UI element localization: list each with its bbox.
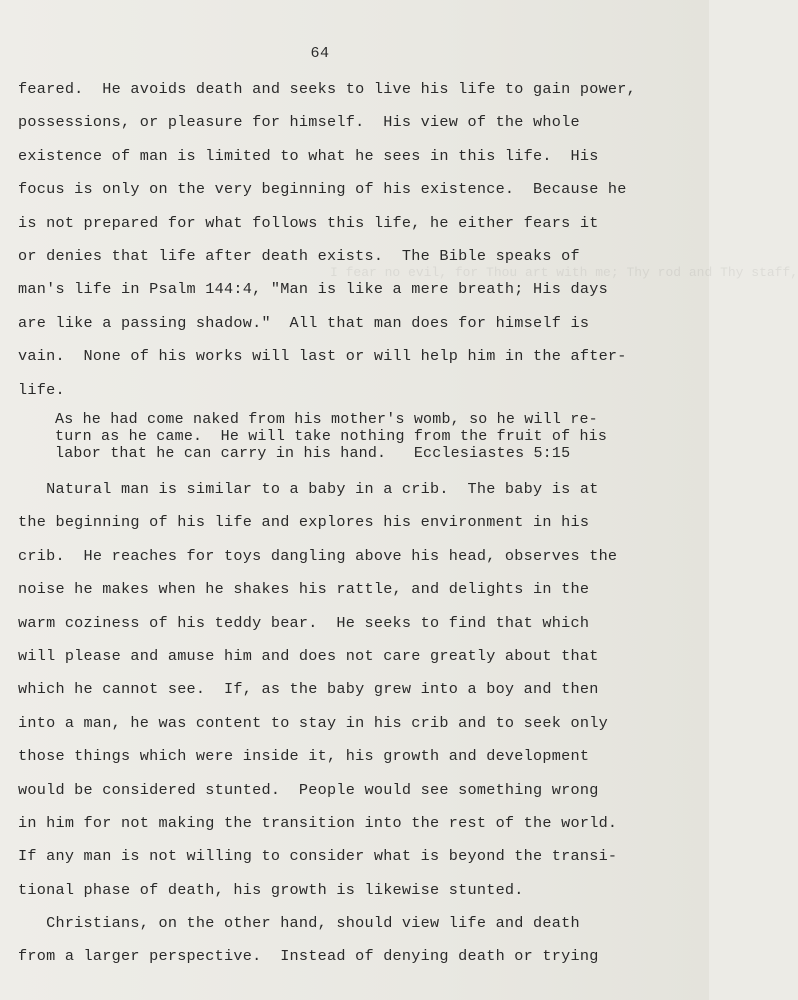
text-line: possessions, or pleasure for himself. His view of the whole (18, 113, 580, 132)
text-line: feared. He avoids death and seeks to live his life to gain power, (18, 80, 637, 98)
text-line: into a man, he was content to stay in his crib and to seek only (18, 713, 608, 732)
text-line: which he cannot see. If, as the baby grew into a boy and then (18, 680, 599, 699)
text-line: from a larger perspective. Instead of denying death or trying (18, 947, 599, 966)
text-line: crib. He reaches for toys dangling above his head, observes the (18, 546, 618, 565)
text-line: those things which were inside it, his growth and development (18, 747, 590, 766)
text-line: tional phase of death, his growth is likewise stunted. (18, 880, 524, 899)
text-line: man's life in Psalm 144:4, "Man is like a mere breath; His days (18, 280, 608, 299)
text-line: the beginning of his life and explores his environment in his (18, 513, 590, 532)
text-line: are like a passing shadow." All that man does for himself is (18, 313, 590, 332)
text-line: noise he makes when he shakes his rattle, and delights in the (18, 580, 590, 599)
scripture-quote (55, 411, 695, 462)
page-number: 64 (310, 45, 330, 62)
quote-line: turn as he came. He will take nothing from the fruit of his (55, 428, 608, 445)
quote-line: labor that he can carry in his hand. Ecclesiastes 5:15 (55, 445, 571, 462)
text-line: If any man is not willing to consider what is beyond the transi- (18, 847, 618, 866)
text-line: in him for not making the transition into the rest of the world. (18, 813, 618, 832)
body-text-top (18, 78, 698, 412)
text-line: will please and amuse him and does not care greatly about that (18, 646, 599, 665)
text-line: focus is only on the very beginning of his existence. Because he (18, 180, 627, 199)
text-line: vain. None of his works will last or will help him in the after- (18, 347, 627, 366)
text-line: Natural man is similar to a baby in a crib. The baby is at (18, 480, 599, 498)
text-line: life. (18, 380, 65, 399)
bleed-through: I fear no evil, for Thou art with me; Thy rod and Thy staff, (330, 265, 798, 280)
text-line: warm coziness of his teddy bear. He seeks to find that which (18, 613, 590, 632)
text-line: would be considered stunted. People would see something wrong (18, 780, 599, 799)
quote-line: As he had come naked from his mother's womb, so he will re- (55, 411, 598, 428)
text-line: is not prepared for what follows this life, he either fears it (18, 213, 599, 232)
text-line: Christians, on the other hand, should view life and death (18, 914, 580, 933)
text-line: or denies that life after death exists. The Bible speaks of (18, 246, 580, 265)
body-text-bottom (18, 478, 698, 979)
text-line: existence of man is limited to what he sees in this life. His (18, 146, 599, 165)
